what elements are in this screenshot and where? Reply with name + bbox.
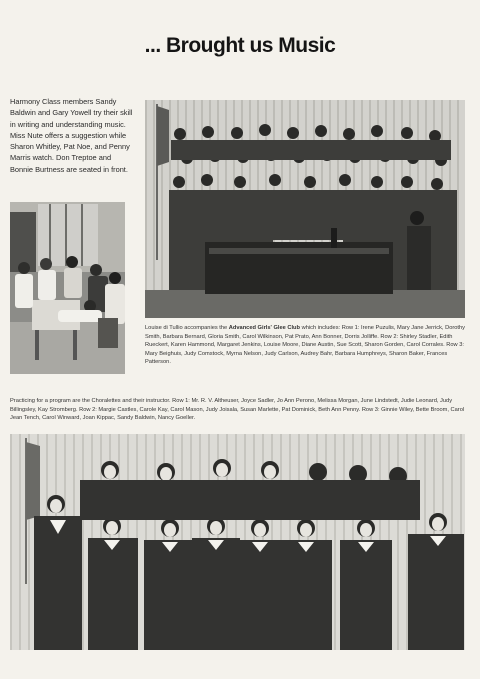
choralettes-photo-image [10,434,465,650]
page-title: ... Brought us Music [144,34,336,57]
glee-caption-rest: which includes: Row 1: Irene Puzulis, Mary Jane Jerrick, Dorothy Smith, Barbara Bernard, Gloria Smith, Carol Wilkinson, Pat Prato, Ann Bonner, Dorris Jolliffe. Row 2: Shirley Stadler, Edith Rueckert, Karen Hammond, Margaret Jenkins, Louise Moore, Diane Austin, Sue Scott, Sharon Gorden, Carol Corrales. Row 3: Mary Beighuis, Judy Comstock, Myrna Nelson, Judy Carlson, Audrey Bahr, Barbara Humphreys, Sharon Baker, Frances Patterson. [145,325,466,366]
glee-club-photo-image [145,100,465,318]
choralettes-photo [10,434,465,650]
glee-club-photo [145,100,465,318]
harmony-class-photo [10,202,125,374]
harmony-class-caption: Harmony Class members Sandy Baldwin and Gary Yowell try their skill in writing and understanding music. Miss Nute offers a suggestion while Sharon Whitley, Pat Noe, and Penny Marris watch. Don Treptoe and Bonnie Burtness are seated in front. [10,97,133,174]
glee-caption-intro: Louise di Tullio accompanies the [145,325,229,331]
harmony-class-photo-image [10,202,125,374]
glee-club-caption [145,324,467,367]
choralettes-caption: Practicing for a program are the Choralettes and their instructor. Row 1: Mr. R. V. Altheuser, Joyce Sadler, Jo Ann Perono, Melissa Morgan, June Lindstedt, Judie Leonard, Judy Billingsley, Kay Stromberg. Row 2: Margie Castles, Carole Kay, Carol Mason, Judy Joisala, Susan Marlette, Pat Dominick, Beth Ann Penny. Row 3: Ginnie Wiley, Bette Broom, Carol Jean Tench, Carol Winward, Joan Kippac, Sandy Baldwin, Nancy Goeller. [10,398,465,422]
glee-club-name: Advanced Girls' Glee Club [228,325,300,331]
